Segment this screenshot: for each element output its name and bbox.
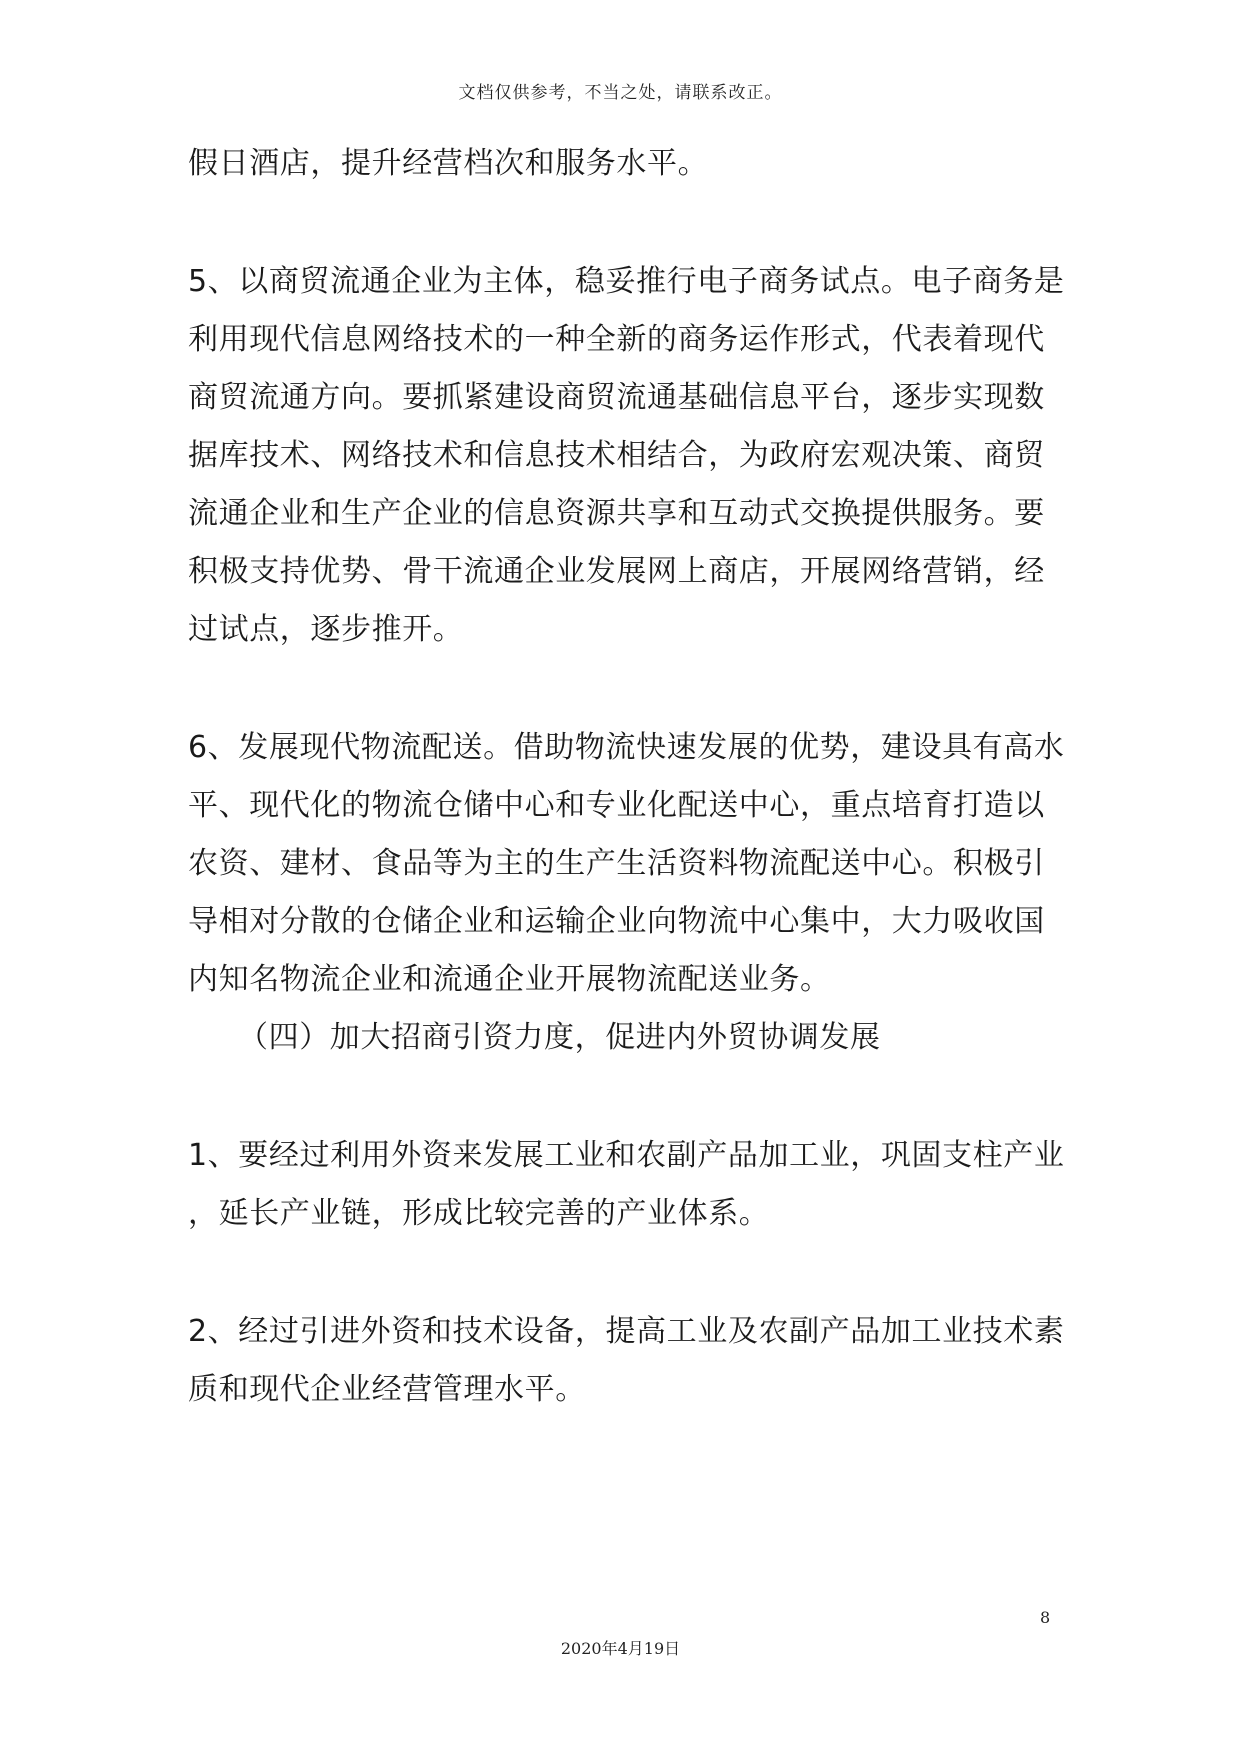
body-line: 流通企业和生产企业的信息资源共享和互动式交换提供服务。要 xyxy=(188,496,1045,531)
body-line: 利用现代信息网络技术的一种全新的商务运作形式，代表着现代 xyxy=(188,322,1045,357)
body-line: 过试点，逐步推开。 xyxy=(188,612,464,647)
header-note: 文档仅供参考，不当之处，请联系改正。 xyxy=(458,83,783,103)
body-line: 2、经过引进外资和技术设备，提高工业及农副产品加工业技术素 xyxy=(188,1314,1065,1349)
body-line: 假日酒店，提升经营档次和服务水平。 xyxy=(188,146,709,181)
body-line: 农资、建材、食品等为主的生产生活资料物流配送中心。积极引 xyxy=(188,846,1045,881)
body-line: 据库技术、网络技术和信息技术相结合，为政府宏观决策、商贸 xyxy=(188,438,1045,473)
footer-date: 2020年4月19日 xyxy=(560,1639,681,1658)
page-number: 8 xyxy=(1040,1608,1051,1627)
body-line: 5、以商贸流通企业为主体，稳妥推行电子商务试点。电子商务是 xyxy=(188,264,1065,299)
body-line: 商贸流通方向。要抓紧建设商贸流通基础信息平台，逐步实现数 xyxy=(188,380,1045,415)
body-line: 1、要经过利用外资来发展工业和农副产品加工业，巩固支柱产业 xyxy=(188,1138,1065,1173)
body-line: 内知名物流企业和流通企业开展物流配送业务。 xyxy=(188,962,831,997)
body-line: 积极支持优势、骨干流通企业发展网上商店，开展网络营销，经 xyxy=(188,554,1045,589)
body-line: 平、现代化的物流仓储中心和专业化配送中心，重点培育打造以 xyxy=(188,788,1045,823)
body-line: 质和现代企业经营管理水平。 xyxy=(188,1372,586,1407)
body-line: 6、发展现代物流配送。借助物流快速发展的优势，建设具有高水 xyxy=(188,730,1065,765)
body-line: 导相对分散的仓储企业和运输企业向物流中心集中，大力吸收国 xyxy=(188,904,1045,939)
body-line: ，延长产业链，形成比较完善的产业体系。 xyxy=(188,1196,770,1231)
section-heading: （四）加大招商引资力度，促进内外贸协调发展 xyxy=(238,1020,881,1055)
